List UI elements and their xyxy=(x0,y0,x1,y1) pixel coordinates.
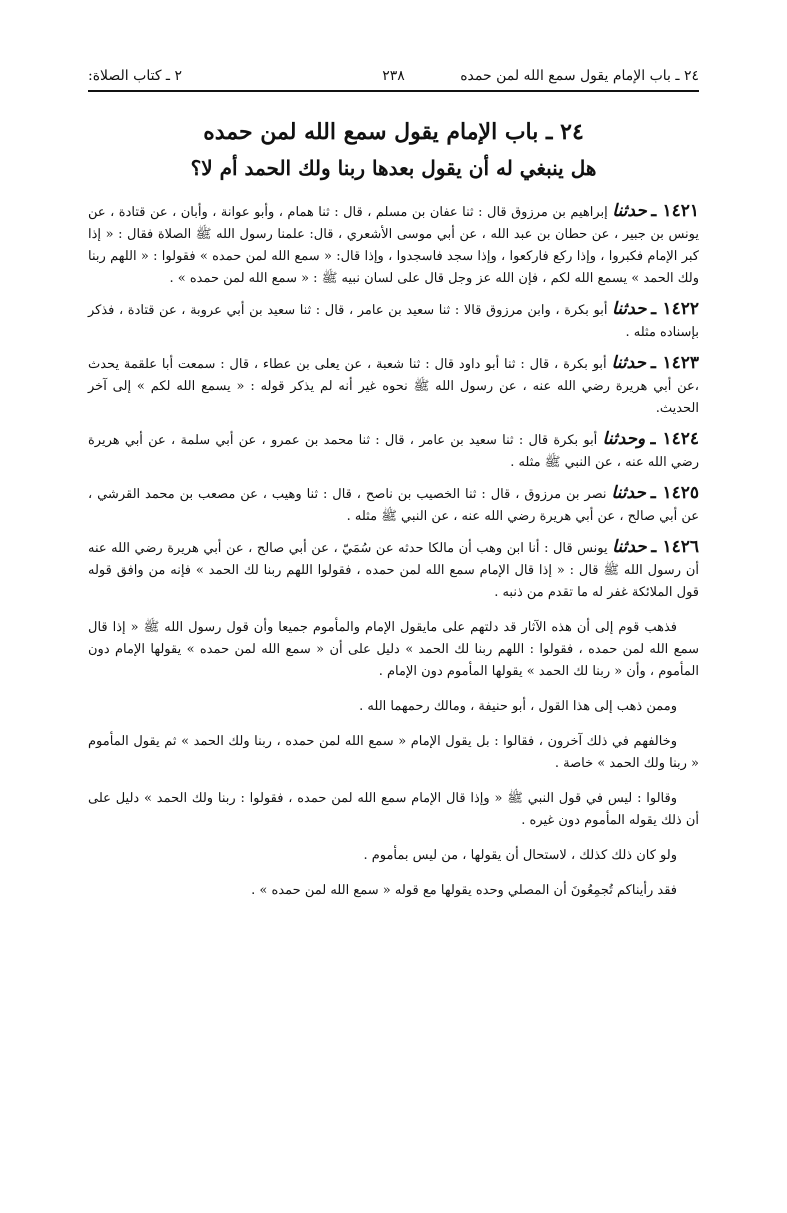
chapter-title: ٢٤ ـ باب الإمام يقول سمع الله لمن حمده xyxy=(203,119,584,145)
hadith-number: ١٤٢٢ ـ xyxy=(651,299,699,319)
hadith-number: ١٤٢٦ ـ xyxy=(651,537,700,557)
hadith-keyword: حدثنا xyxy=(611,353,646,373)
commentary-paragraph: فذهب قوم إلى أن هذه الآثار قد دلتهم على مايقول الإمام والمأموم جميعا وأن قول رسول الله ﷺ « إذا قال سمع الله لمن حمده ، فقولوا : اللهم ربنا لك الحمد » دليل على أن « سمع الله لمن حمده » يقولها الإمام دون المأموم ، وأن « ربنا لك الحمد » يقولها المأموم دون الإمام . xyxy=(88,620,699,679)
hadith-keyword: حدثنا xyxy=(612,299,647,319)
hadith-1421 xyxy=(88,200,699,290)
chapter-subtitle: هل ينبغي له أن يقول بعدها ربنا ولك الحمد أم لا؟ xyxy=(190,156,597,180)
running-header-book: ٢ ـ كتاب الصلاة: xyxy=(88,68,183,84)
commentary-paragraph: وخالفهم في ذلك آخرون ، فقالوا : بل يقول الإمام « سمع الله لمن حمده ، ربنا ولك الحمد » ثم يقول المأموم « ربنا ولك الحمد » خاصة . xyxy=(88,734,699,771)
page-number: ٢٣٨ xyxy=(382,68,405,84)
hadith-number: ١٤٢٤ ـ xyxy=(650,429,699,449)
hadith-text: أبو بكرة ، قال : ثنا أبو داود قال : ثنا شعبة ، عن يعلى بن عطاء ، قال : سمعت أبا علقمة يحدث ،عن أبي هريرة رضي الله عنه ، عن رسول الله ﷺ نحوه غير أنه لم يذكر قوله : « يسمع الله لكم » إلى آخر الحديث. xyxy=(88,357,699,416)
commentary-paragraph: ولو كان ذلك كذلك ، لاستحال أن يقولها ، من ليس بمأموم . xyxy=(363,848,677,863)
hadith-text: أبو بكرة قال : ثنا سعيد بن عامر ، قال : ثنا محمد بن عمرو ، عن أبي سلمة ، عن أبي هريرة رضي الله عنه ، عن النبي ﷺ مثله . xyxy=(88,433,699,470)
commentary-paragraph: وممن ذهب إلى هذا القول ، أبو حنيفة ، ومالك رحمهما الله . xyxy=(359,699,677,714)
hadith-keyword: حدثنا xyxy=(612,201,647,221)
hadith-keyword: وحدثنا xyxy=(602,429,646,449)
hadith-keyword: حدثنا xyxy=(612,537,647,557)
hadith-1425 xyxy=(88,482,699,528)
hadith-1426 xyxy=(88,536,699,604)
hadith-text: إبراهيم بن مرزوق قال : ثنا عفان بن مسلم ، قال : ثنا همام ، وأبو عوانة ، وأبان ، عن قتادة ، عن يونس بن جبير ، عن حطان بن عبد الله ، عن أبي موسى الأشعري ، قال: علمنا رسول الله ﷺ الصلاة فقال : « إذا كبر الإمام فكبروا ، وإذا ركع فاركعوا ، وإذا سجد فاسجدوا ، وإذا قال: « سمع الله لمن حمده » فقولوا : « اللهم ربنا ولك الحمد » يسمع الله لكم ، فإن الله عز وجل قال على لسان نبيه ﷺ : « سمع الله لمن حمده » . xyxy=(88,205,699,286)
running-header-chapter: ٢٤ ـ باب الإمام يقول سمع الله لمن حمده xyxy=(460,68,699,84)
commentary-paragraph: فقد رأيناكم تُجمِعُونَ أن المصلي وحده يقولها مع قوله « سمع الله لمن حمده » . xyxy=(251,883,677,898)
hadith-number: ١٤٢٣ ـ xyxy=(650,353,699,373)
hadith-number: ١٤٢١ ـ xyxy=(651,201,700,221)
hadith-1423 xyxy=(88,352,699,420)
commentary-paragraph: وقالوا : ليس في قول النبي ﷺ « وإذا قال الإمام سمع الله لمن حمده ، فقولوا : ربنا ولك الحمد » دليل على أن ذلك يقوله المأموم دون غيره . xyxy=(88,791,699,828)
hadith-text: يونس قال : أنا ابن وهب أن مالكا حدثه عن سُمَيّ ، عن أبي صالح ، عن أبي هريرة رضي الله عنه أن رسول الله ﷺ قال : « إذا قال الإمام سمع الله لمن حمده ، فقولوا اللهم ربنا لك الحمد » فإنه من وافق قوله قول الملائكة غفر له ما تقدم من ذنبه . xyxy=(88,541,699,600)
hadith-text: أبو بكرة ، وابن مرزوق قالا : ثنا سعيد بن عامر ، قال : ثنا سعيد بن أبي عروبة ، عن قتادة ، فذكر بإسناده مثله . xyxy=(88,303,699,340)
hadith-keyword: حدثنا xyxy=(611,483,646,503)
hadith-1424 xyxy=(88,428,699,474)
running-header xyxy=(88,58,699,92)
hadith-1422 xyxy=(88,298,699,344)
hadith-text: نصر بن مرزوق ، قال : ثنا الخصيب بن ناصح ، قال : ثنا وهيب ، عن مصعب بن محمد القرشي ، عن أبي صالح ، عن أبي هريرة رضي الله عنه ، عن النبي ﷺ مثله . xyxy=(88,487,699,524)
hadith-number: ١٤٢٥ ـ xyxy=(650,483,699,503)
